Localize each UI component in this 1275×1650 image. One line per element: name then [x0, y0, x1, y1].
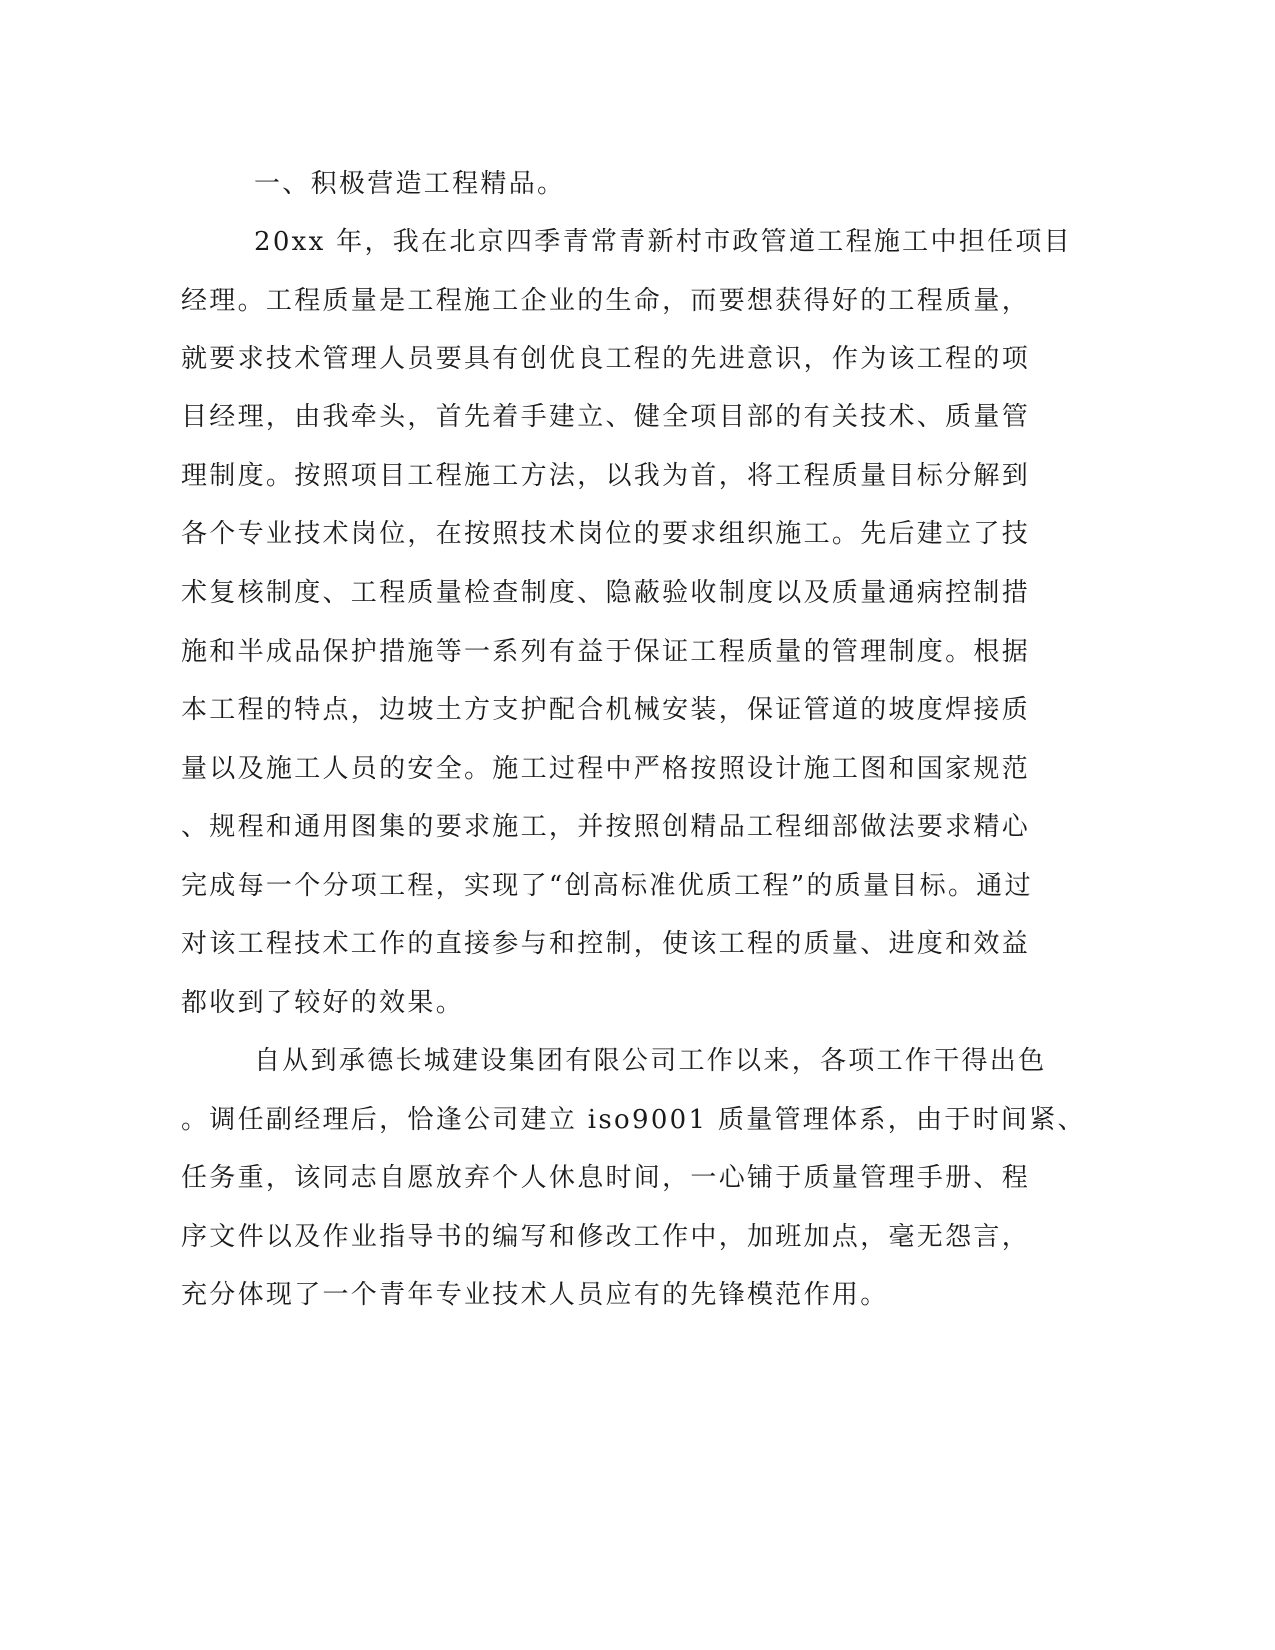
paragraph-line: 量以及施工人员的安全。施工过程中严格按照设计施工图和国家规范 — [181, 754, 1031, 784]
section-heading: 一、积极营造工程精品。 — [254, 169, 566, 199]
paragraph-line: 充分体现了一个青年专业技术人员应有的先锋模范作用。 — [181, 1280, 889, 1310]
paragraph-line: 自从到承德长城建设集团有限公司工作以来，各项工作干得出色 — [254, 1046, 1047, 1076]
paragraph-line: 都收到了较好的效果。 — [181, 988, 465, 1018]
paragraph-line: 、规程和通用图集的要求施工，并按照创精品工程细部做法要求精心 — [181, 812, 1031, 842]
paragraph-line: 经理。工程质量是工程施工企业的生命，而要想获得好的工程质量， — [181, 286, 1031, 316]
paragraph-line: 20xx 年，我在北京四季青常青新村市政管道工程施工中担任项目 — [254, 227, 1072, 257]
paragraph-line: 施和半成品保护措施等一系列有益于保证工程质量的管理制度。根据 — [181, 637, 1031, 667]
paragraph-line: 。调任副经理后，恰逢公司建立 iso9001 质量管理体系，由于时间紧、 — [181, 1105, 1086, 1135]
paragraph-line: 理制度。按照项目工程施工方法，以我为首，将工程质量目标分解到 — [181, 461, 1031, 491]
paragraph-line: 就要求技术管理人员要具有创优良工程的先进意识，作为该工程的项 — [181, 344, 1031, 374]
paragraph-line: 任务重，该同志自愿放弃个人休息时间，一心铺于质量管理手册、程 — [181, 1163, 1031, 1193]
paragraph-line: 序文件以及作业指导书的编写和修改工作中，加班加点，毫无怨言， — [181, 1222, 1031, 1252]
paragraph-line: 完成每一个分项工程，实现了“创高标准优质工程”的质量目标。通过 — [181, 871, 1033, 901]
paragraph-line: 对该工程技术工作的直接参与和控制，使该工程的质量、进度和效益 — [181, 929, 1031, 959]
paragraph-line: 本工程的特点，边坡土方支护配合机械安装，保证管道的坡度焊接质 — [181, 695, 1031, 725]
paragraph-line: 术复核制度、工程质量检查制度、隐蔽验收制度以及质量通病控制措 — [181, 578, 1031, 608]
paragraph-line: 目经理，由我牵头，首先着手建立、健全项目部的有关技术、质量管 — [181, 402, 1031, 432]
paragraph-line: 各个专业技术岗位，在按照技术岗位的要求组织施工。先后建立了技 — [181, 519, 1031, 549]
